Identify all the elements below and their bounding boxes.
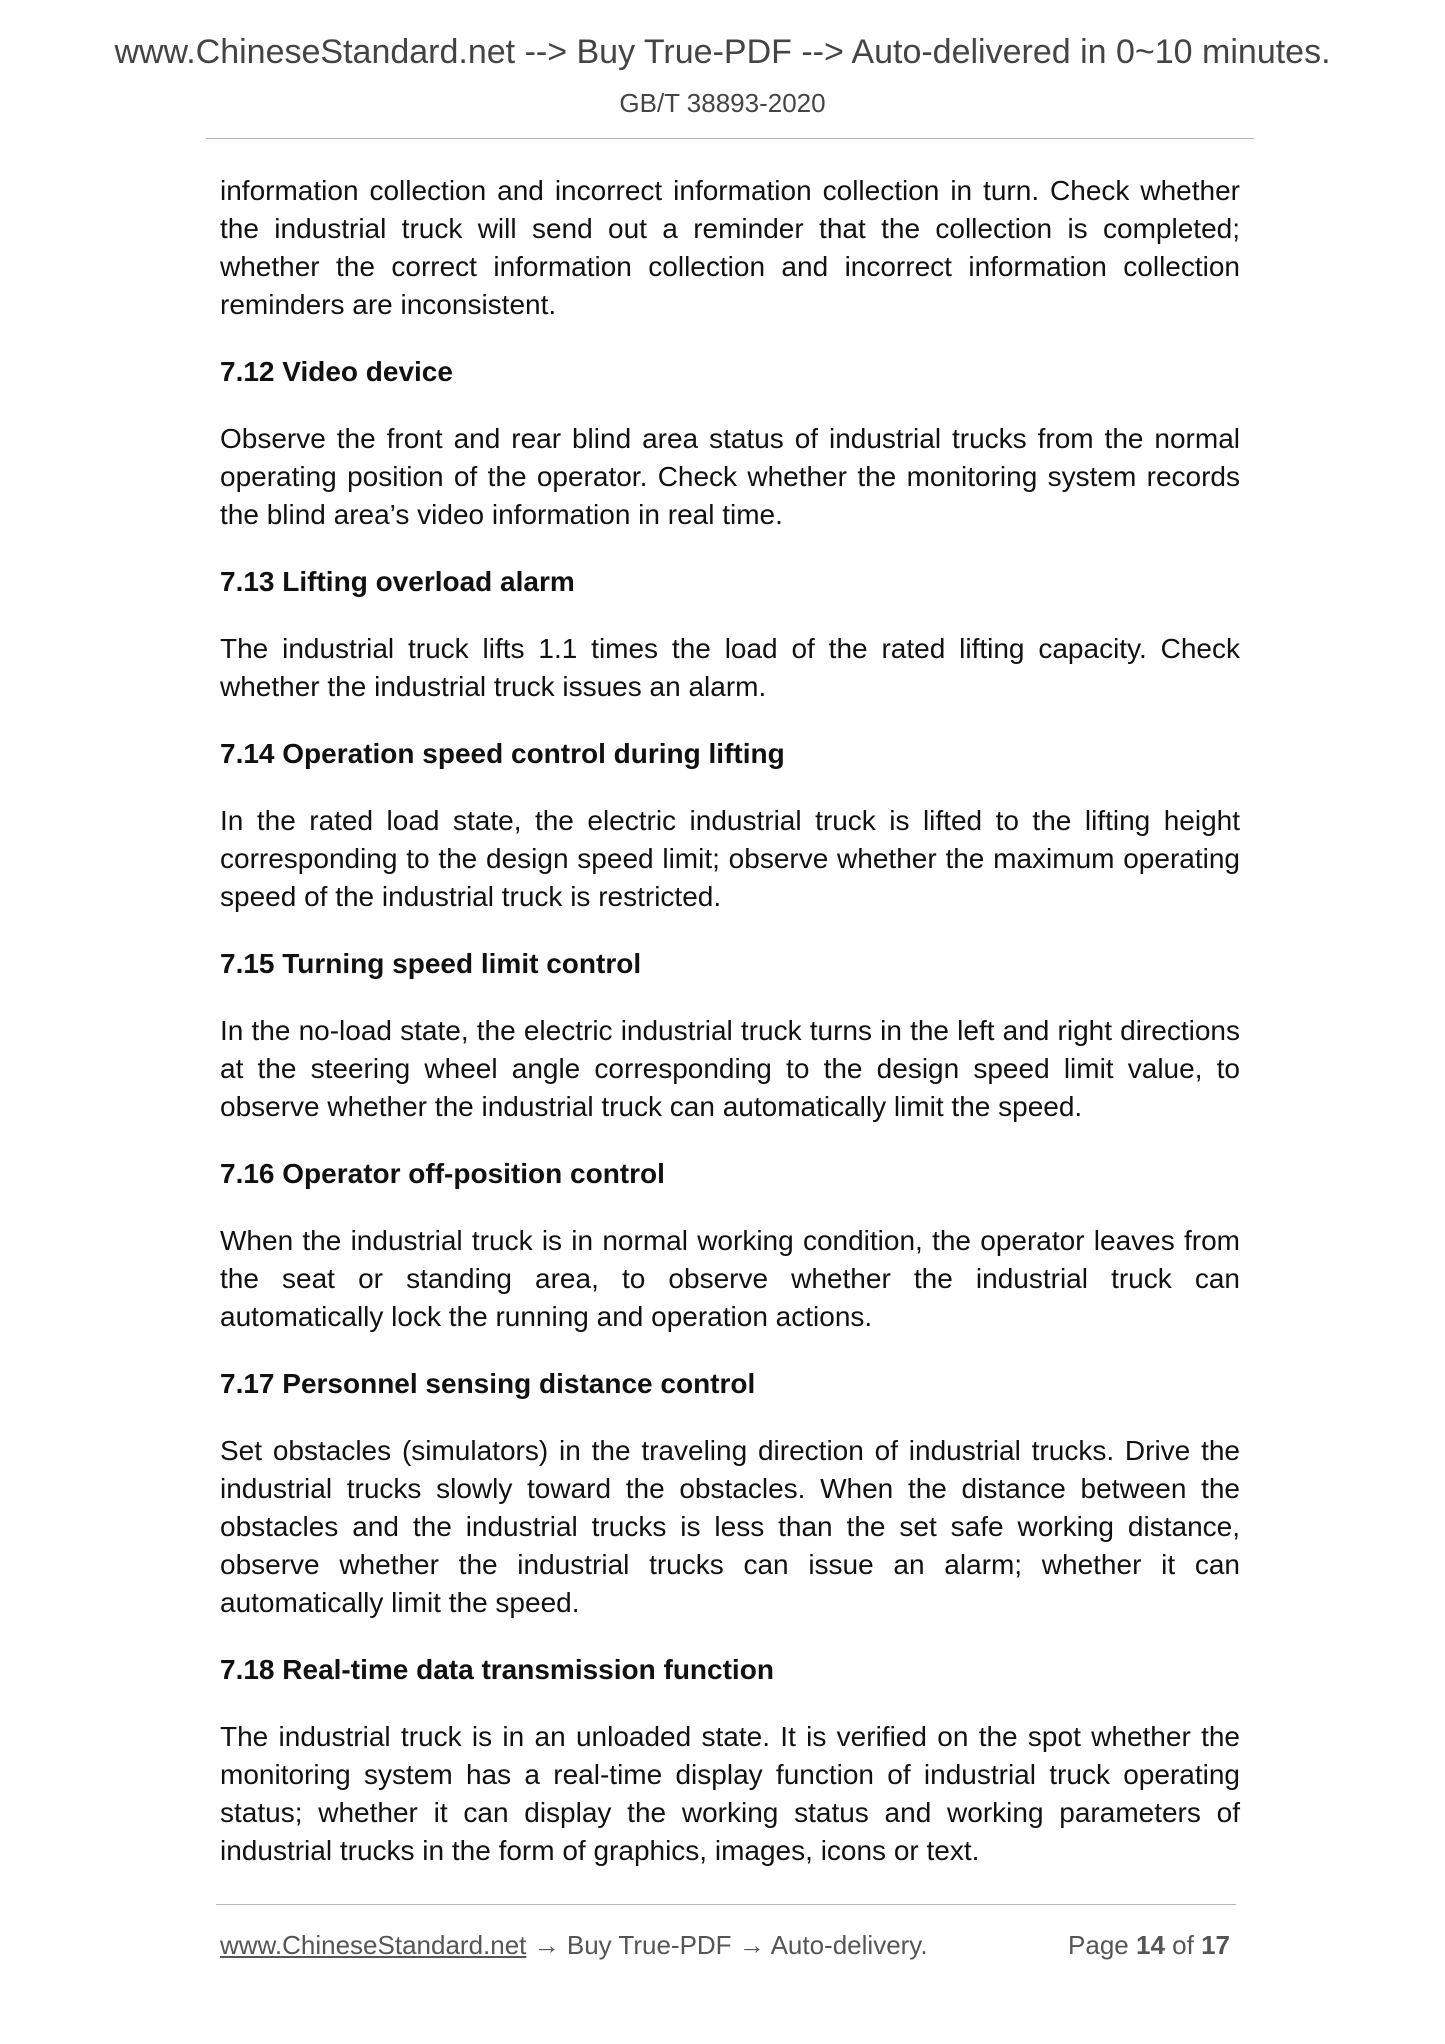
of-label: of xyxy=(1172,1930,1194,1960)
section-text-7-12: Observe the front and rear blind area status of industrial trucks from the normal operating position of the operator. Check whether the monitoring system records the blind area’s video information in real time. xyxy=(220,423,1240,530)
section-text-7-13: The industrial truck lifts 1.1 times the load of the rated lifting capacity. Check whether the industrial truck issues an alarm. xyxy=(220,633,1240,702)
page-indicator xyxy=(1068,1928,1230,1962)
header-divider xyxy=(206,138,1254,139)
section-heading-7-16: 7.16 Operator off-position control xyxy=(220,1158,665,1189)
footer-divider xyxy=(216,1904,1236,1905)
section-heading-7-12: 7.12 Video device xyxy=(220,356,453,387)
section-text-7-17: Set obstacles (simulators) in the traveling direction of industrial trucks. Drive the industrial trucks slowly toward the obstacles. When the distance between the obstacles and the industrial trucks is less than the set safe working distance, observe whether the industrial trucks can issue an alarm; whether it can automatically limit the speed. xyxy=(220,1435,1240,1618)
section-heading-7-14: 7.14 Operation speed control during lifting xyxy=(220,738,785,769)
document-body xyxy=(220,172,1240,1899)
total-pages-number: 17 xyxy=(1201,1930,1230,1960)
section-heading-7-18: 7.18 Real-time data transmission function xyxy=(220,1654,774,1685)
section-text-7-16: When the industrial truck is in normal working condition, the operator leaves from the seat or standing area, to observe whether the industrial truck can automatically lock the running and operation actions. xyxy=(220,1225,1240,1332)
section-heading-7-13: 7.13 Lifting overload alarm xyxy=(220,566,575,597)
page-header xyxy=(0,30,1445,120)
section-text-7-14: In the rated load state, the electric industrial truck is lifted to the lifting height corresponding to the design speed limit; observe whether the maximum operating speed of the industrial truck is restricted. xyxy=(220,805,1240,912)
page-label: Page xyxy=(1068,1930,1129,1960)
footer-tagline: → Buy True-PDF → Auto-delivery. xyxy=(526,1930,928,1960)
section-heading-7-15: 7.15 Turning speed limit control xyxy=(220,948,642,979)
intro-paragraph: information collection and incorrect information collection in turn. Check whether the industrial truck will send out a reminder that the collection is completed; whether the correct information collection and incorrect information collection reminders are inconsistent. xyxy=(220,175,1240,320)
current-page-number: 14 xyxy=(1136,1930,1165,1960)
footer-website-link[interactable]: www.ChineseStandard.net xyxy=(220,1930,527,1960)
footer-left xyxy=(220,1928,928,1962)
header-banner: www.ChineseStandard.net --> Buy True-PDF --> Auto-delivered in 0~10 minutes. xyxy=(114,33,1331,71)
section-text-7-15: In the no-load state, the electric industrial truck turns in the left and right directions at the steering wheel angle corresponding to the design speed limit value, to observe whether the industrial truck can automatically limit the speed. xyxy=(220,1015,1240,1122)
section-heading-7-17: 7.17 Personnel sensing distance control xyxy=(220,1368,756,1399)
section-text-7-18: The industrial truck is in an unloaded state. It is verified on the spot whether the monitoring system has a real-time display function of industrial truck operating status; whether it can display the working status and working parameters of industrial trucks in the form of graphics, images, icons or text. xyxy=(220,1721,1240,1866)
standard-number: GB/T 38893-2020 xyxy=(619,88,826,118)
